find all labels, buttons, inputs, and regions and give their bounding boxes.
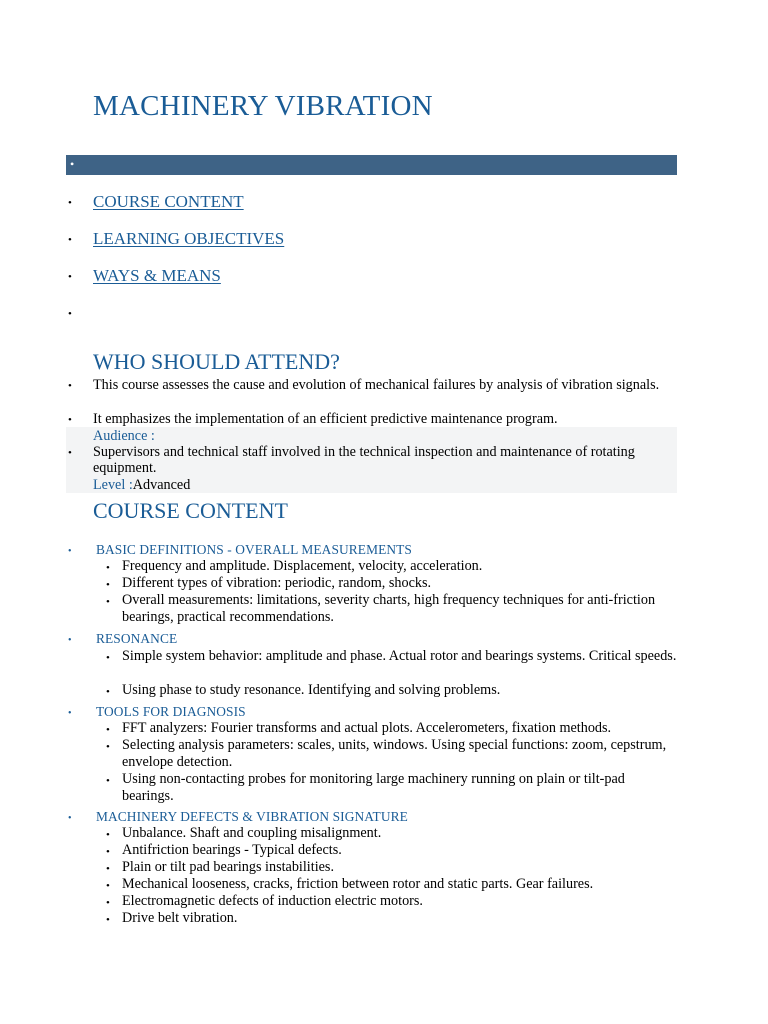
group-bullet: • [68,635,72,646]
group-title-tools-for-diagnosis: TOOLS FOR DIAGNOSIS [96,704,246,719]
content-item: Simple system behavior: amplitude and phase. Actual rotor and bearings systems. Critical speeds. [122,648,677,664]
sub-bullet: • [106,579,110,591]
page-title: MACHINERY VIBRATION [93,90,433,122]
bullet-dot: • [68,234,72,246]
bullet-dot: • [68,271,72,283]
nav-link-learning-objectives[interactable]: LEARNING OBJECTIVES [93,229,285,248]
sub-bullet: • [106,652,110,664]
group-title-basic-definitions: BASIC DEFINITIONS - OVERALL MEASUREMENTS [96,542,412,557]
sub-bullet: • [106,829,110,841]
sub-bullet: • [106,897,110,909]
content-item: Using non-contacting probes for monitoring large machinery running on plain or tilt-pad bearings. [122,771,625,804]
bullet-dot: • [68,447,72,459]
audience-text: Supervisors and technical staff involved in the technical inspection and maintenance of rotating equipment. [93,444,635,476]
content-item: Antifriction bearings - Typical defects. [122,842,342,858]
group-title-machinery-defects: MACHINERY DEFECTS & VIBRATION SIGNATURE [96,809,408,824]
content-item: Frequency and amplitude. Displacement, velocity, acceleration. [122,558,483,574]
nav-link-course-content[interactable]: COURSE CONTENT [93,192,244,211]
attend-point: This course assesses the cause and evolution of mechanical failures by analysis of vibration signals. [93,377,660,393]
sub-bullet: • [106,562,110,574]
sub-bullet: • [106,741,110,753]
nav-link-ways-means[interactable]: WAYS & MEANS [93,266,221,285]
sub-bullet: • [106,880,110,892]
sub-bullet: • [106,914,110,926]
content-item: Electromagnetic defects of induction electric motors. [122,893,423,909]
content-item: Overall measurements: limitations, severity charts, high frequency techniques for anti-friction bearings, practical recommendations. [122,592,656,625]
group-bullet: • [68,813,72,824]
content-item: Unbalance. Shaft and coupling misalignment. [122,825,382,841]
content-item: Selecting analysis parameters: scales, units, windows. Using special functions: zoom, cepstrum, envelope detection. [122,737,667,770]
sub-bullet: • [106,775,110,787]
content-item: Plain or tilt pad bearings instabilities. [122,859,334,875]
sub-bullet: • [106,686,110,698]
level-label: Level : [93,477,133,493]
content-item: Different types of vibration: periodic, random, shocks. [122,575,432,591]
content-item: Using phase to study resonance. Identifying and solving problems. [122,682,501,698]
nav-bar [66,155,677,175]
level-line [93,477,673,493]
who-should-attend-heading: WHO SHOULD ATTEND? [93,349,340,374]
bullet-dot: • [68,414,72,426]
sub-bullet: • [106,863,110,875]
level-value: Advanced [132,477,191,493]
attend-point: It emphasizes the implementation of an efficient predictive maintenance program. [93,411,558,427]
sub-bullet: • [106,846,110,858]
bullet-dot: • [68,308,72,320]
content-item: FFT analyzers: Fourier transforms and actual plots. Accelerometers, fixation methods. [122,720,612,736]
course-content-heading: COURSE CONTENT [93,498,288,523]
content-item: Drive belt vibration. [122,910,238,926]
audience-label: Audience : [93,428,155,444]
bullet-dot: • [68,380,72,392]
sub-bullet: • [106,724,110,736]
sub-bullet: • [106,596,110,608]
group-bullet: • [68,546,72,557]
group-bullet: • [68,708,72,719]
content-item: Mechanical looseness, cracks, friction between rotor and static parts. Gear failures. [122,876,594,892]
bullet-dot: • [68,197,72,209]
group-title-resonance: RESONANCE [96,631,178,646]
nav-bar-bullet: • [70,157,75,171]
